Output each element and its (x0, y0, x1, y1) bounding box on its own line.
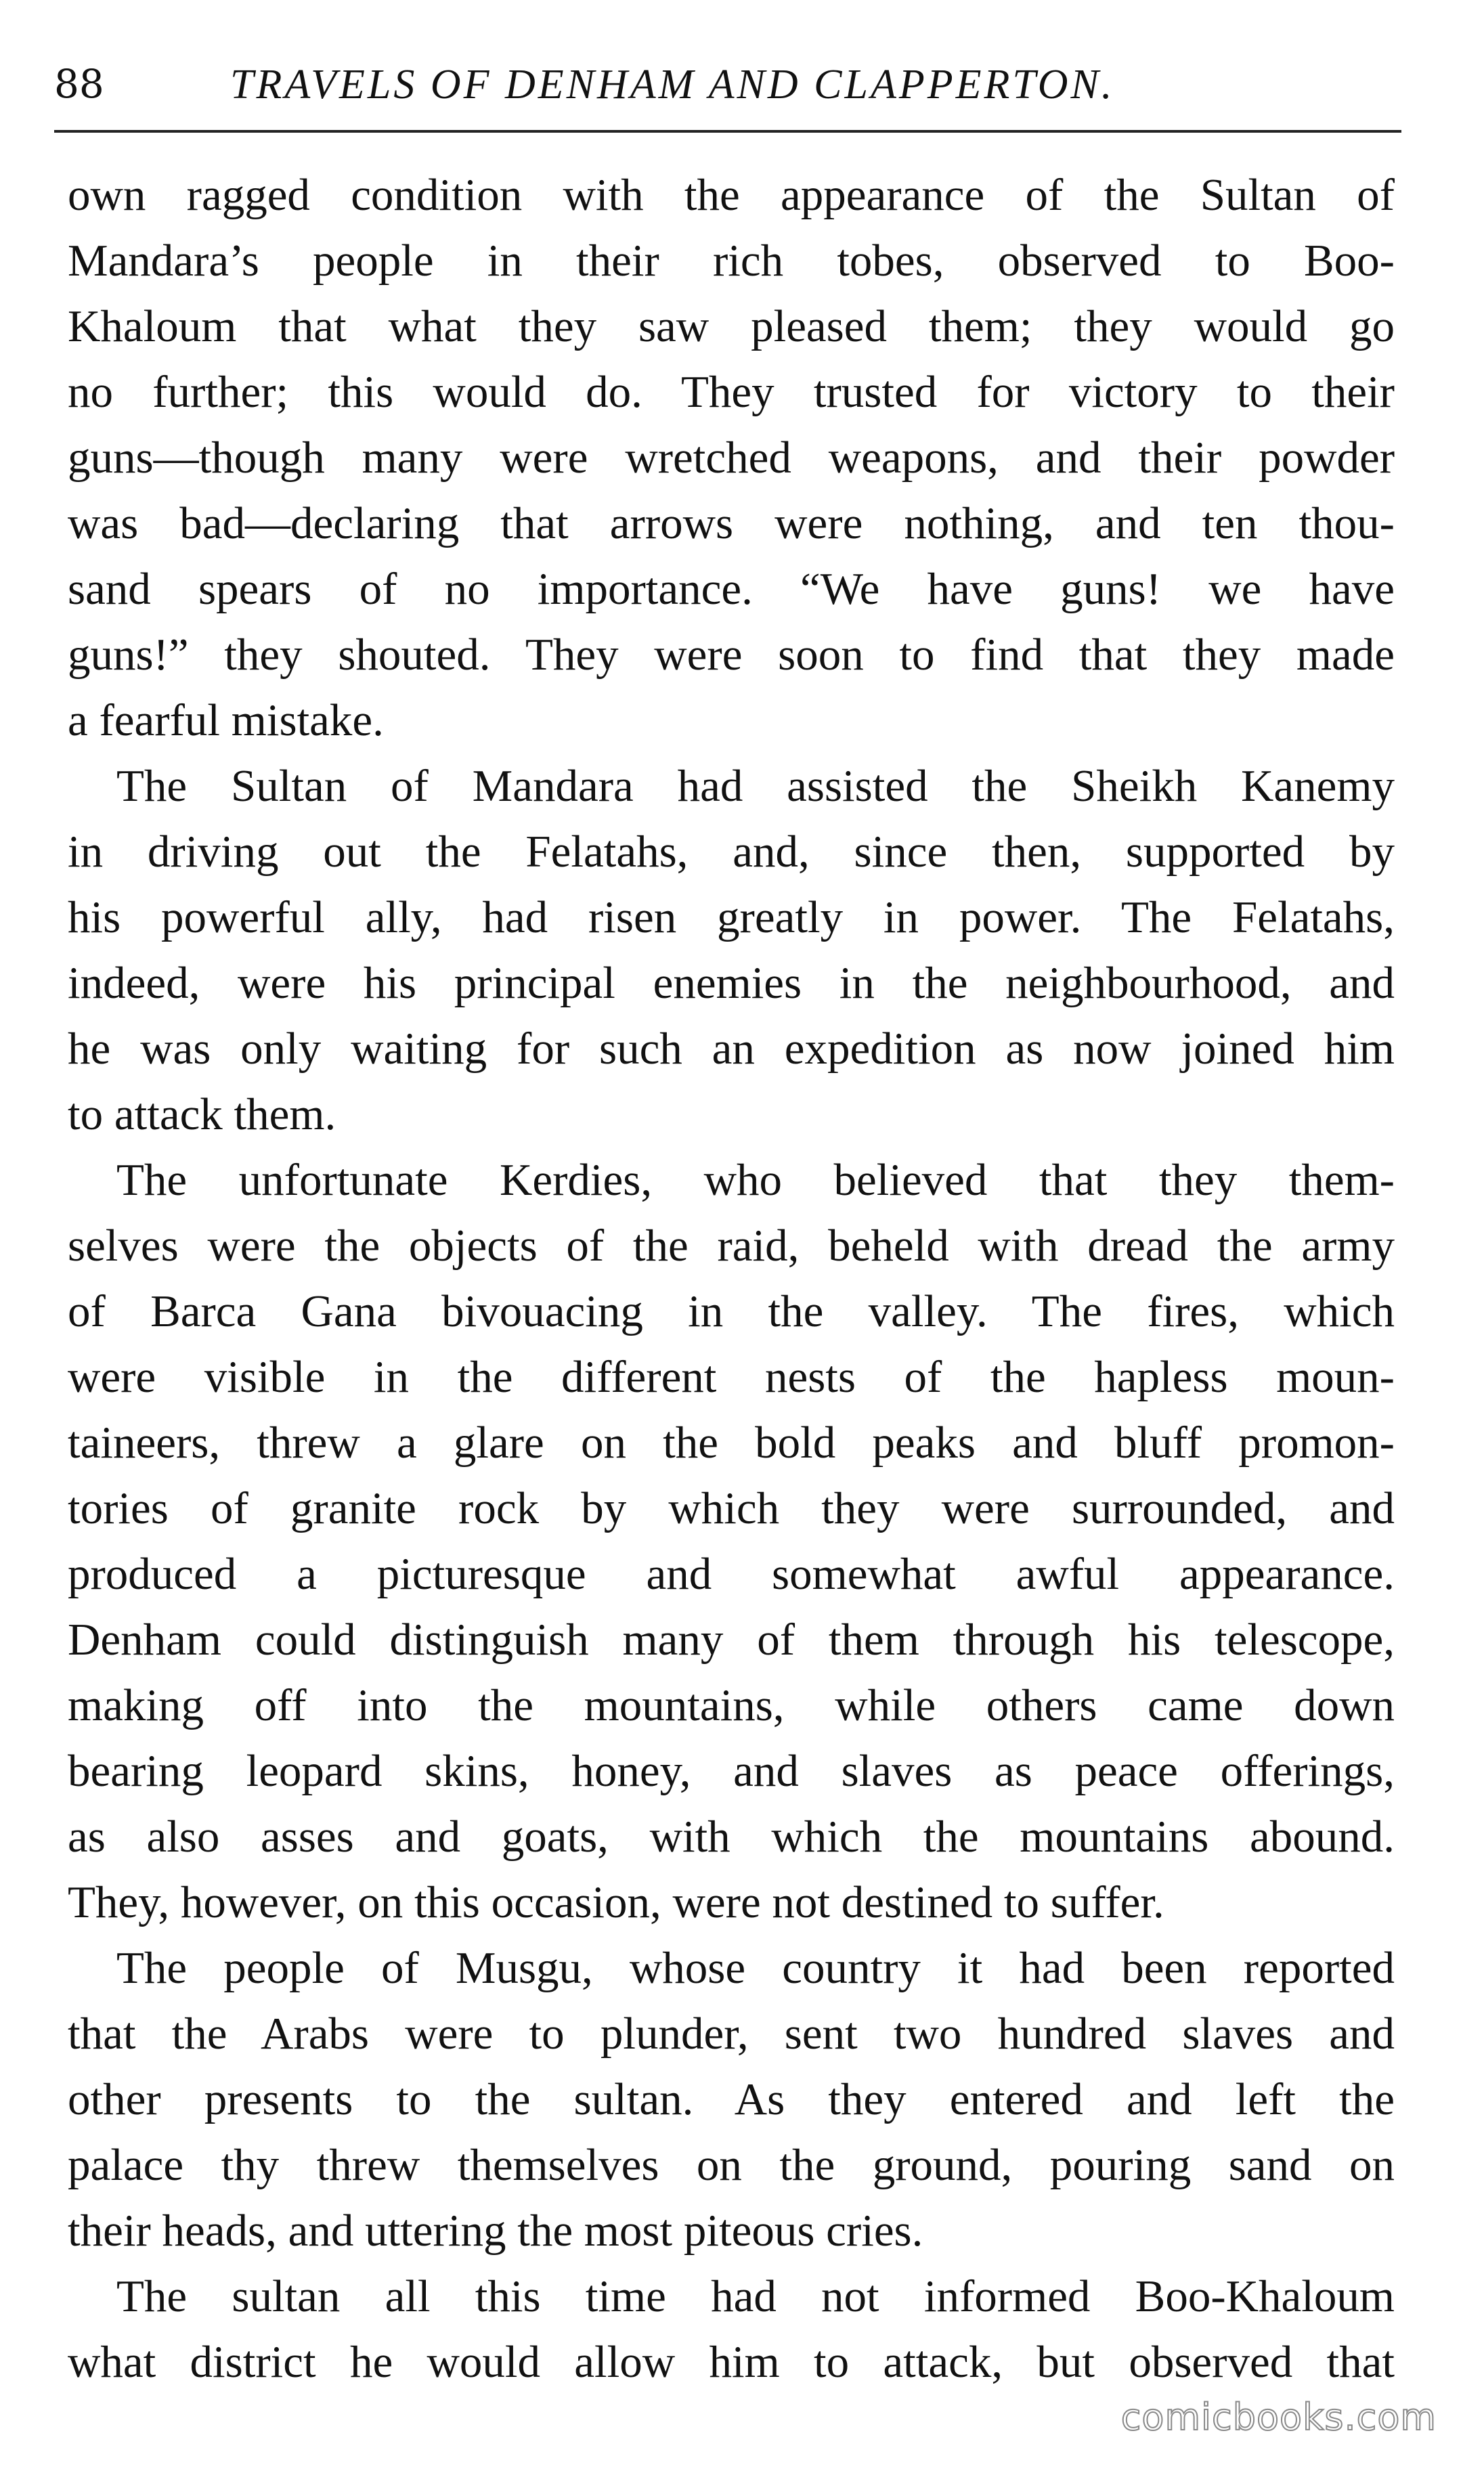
text-line: in driving out the Felatahs, and, since then, supported by (68, 827, 1395, 877)
text-line: was bad—declaring that arrows were nothing, and ten thou- (68, 498, 1395, 548)
text-line: as also asses and goats, with which the mountains abound. (68, 1812, 1395, 1862)
text-line: that the Arabs were to plunder, sent two hundred slaves and (68, 2009, 1395, 2059)
text-line: indeed, were his principal enemies in the neighbourhood, and (68, 958, 1395, 1008)
text-line: Denham could distinguish many of them through his telescope, (68, 1615, 1395, 1665)
text-line: taineers, threw a glare on the bold peaks and bluff promon- (68, 1418, 1395, 1468)
paragraph-start-line: The unfortunate Kerdies, who believed that they them- (116, 1155, 1395, 1205)
header-rule (54, 130, 1401, 133)
text-line: tories of granite rock by which they were surrounded, and (68, 1483, 1395, 1533)
text-line: he was only waiting for such an expedition as now joined him (68, 1024, 1395, 1074)
text-line: guns!” they shouted. They were soon to find that they made (68, 630, 1395, 680)
text-line: their heads, and uttering the most piteous cries. (68, 2206, 923, 2256)
text-line: own ragged condition with the appearance of the Sultan of (68, 170, 1395, 220)
page-number: 88 (54, 61, 104, 107)
text-line: selves were the objects of the raid, beheld with dread the army (68, 1221, 1395, 1271)
running-title: TRAVELS OF DENHAM AND CLAPPERTON. (230, 62, 1115, 108)
text-line: no further; this would do. They trusted for victory to their (68, 367, 1395, 417)
body-text (68, 162, 1395, 2395)
text-line: Mandara’s people in their rich tobes, observed to Boo- (68, 236, 1395, 286)
text-line: a fearful mistake. (68, 695, 384, 745)
text-line: produced a picturesque and somewhat awful appearance. (68, 1549, 1395, 1599)
text-line: his powerful ally, had risen greatly in power. The Felatahs, (68, 892, 1395, 942)
text-line: sand spears of no importance. “We have guns! we have (68, 564, 1395, 614)
text-line: other presents to the sultan. As they entered and left the (68, 2074, 1395, 2124)
text-line: bearing leopard skins, honey, and slaves as peace offerings, (68, 1746, 1395, 1796)
page-header (54, 54, 1401, 135)
text-line: palace thy threw themselves on the ground, pouring sand on (68, 2140, 1395, 2190)
paragraph-start-line: The sultan all this time had not informed Boo-Khaloum (116, 2271, 1395, 2321)
text-line: were visible in the different nests of the hapless moun- (68, 1352, 1395, 1402)
text-line: They, however, on this occasion, were not destined to suffer. (68, 1877, 1164, 1927)
text-line: making off into the mountains, while others came down (68, 1680, 1395, 1730)
text-line: guns—though many were wretched weapons, and their powder (68, 433, 1395, 483)
text-line: of Barca Gana bivouacing in the valley. The fires, which (68, 1286, 1395, 1336)
text-line: to attack them. (68, 1089, 336, 1139)
text-line: what district he would allow him to attack, but observed that (68, 2337, 1395, 2387)
watermark: comicbooks.com (1120, 2396, 1437, 2439)
paragraph-start-line: The people of Musgu, whose country it had been reported (116, 1943, 1395, 1993)
paragraph-start-line: The Sultan of Mandara had assisted the Sheikh Kanemy (116, 761, 1395, 811)
text-line: Khaloum that what they saw pleased them; they would go (68, 301, 1395, 351)
